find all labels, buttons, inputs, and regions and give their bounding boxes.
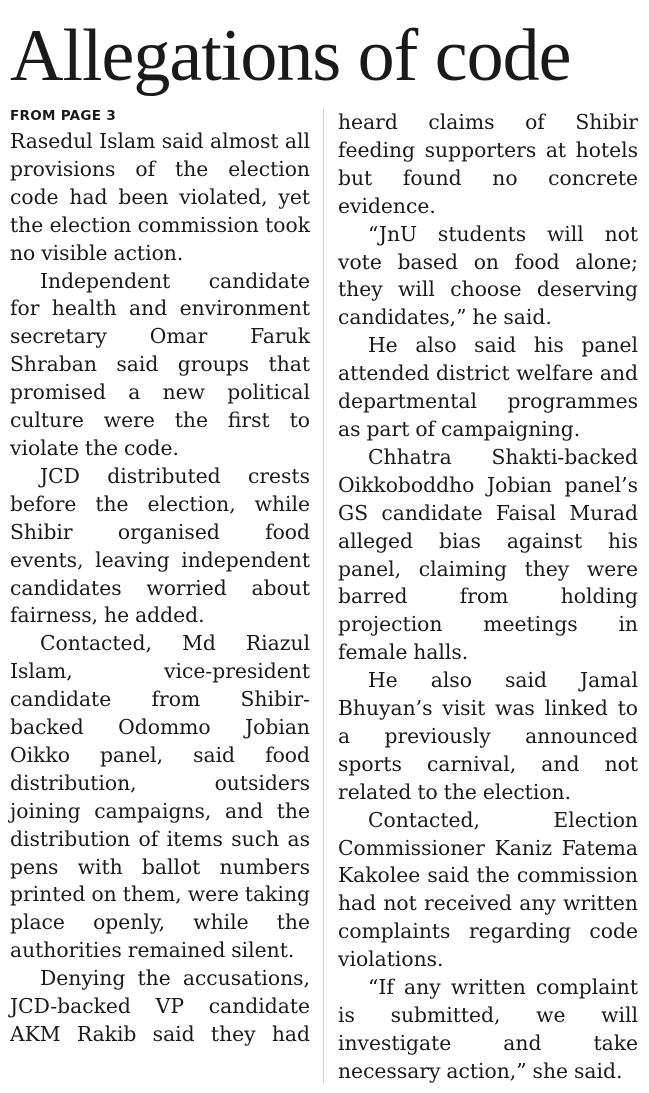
paragraph: Independent candidate for health and environment secretary Omar Faruk Shraban said groups that promised a new political culture were the first to violate the code.	[10, 268, 310, 460]
headline: Allegations of code	[10, 15, 571, 97]
paragraph: “If any written complaint is submitted, we will investigate and take necessary action,” she said.	[338, 975, 638, 1083]
continuation-kicker: FROM PAGE 3	[10, 108, 117, 124]
paragraph: He also said his panel attended district welfare and departmental programmes as part of campaigning.	[338, 333, 638, 441]
paragraph: “JnU students will not vote based on food alone; they will choose deserving candidates,” he said.	[338, 221, 638, 330]
paragraph: Denying the accusations, JCD-backed VP candidate AKM Rakib said they had	[10, 966, 310, 1046]
paragraph: Chhatra Shakti-backed Oikkoboddho Jobian panel’s GS candidate Faisal Murad alleged bias against his panel, claiming they were barred from holding projection meetings in female halls.	[338, 444, 638, 665]
paragraph: Contacted, Election Commissioner Kaniz Fatema Kakolee said the commission had not received any written complaints regarding code violations.	[338, 807, 638, 972]
article-column-left	[10, 108, 310, 1049]
paragraph: Contacted, Md Riazul Islam, vice-president candidate from Shibir-backed Odommo Jobian Oikko panel, said food distribution, outsiders joining campaigns, and the distribution of items such as pens with ballot numbers printed on them, were taking place openly, while the authorities remained silent.	[10, 631, 310, 963]
column-divider	[323, 108, 324, 1083]
paragraph: Rasedul Islam said almost all provisions of the election code had been violated, yet the election commission took no visible action.	[10, 129, 310, 265]
paragraph: JCD distributed crests before the election, while Shibir organised food events, leaving independent candidates worried about fairness, he added.	[10, 463, 310, 628]
paragraph: heard claims of Shibir feeding supporters at hotels but found no concrete evidence.	[338, 110, 638, 218]
paragraph: He also said Jamal Bhuyan’s visit was linked to a previously announced sports carnival, and not related to the election.	[338, 668, 638, 804]
article-column-right	[338, 109, 638, 1086]
